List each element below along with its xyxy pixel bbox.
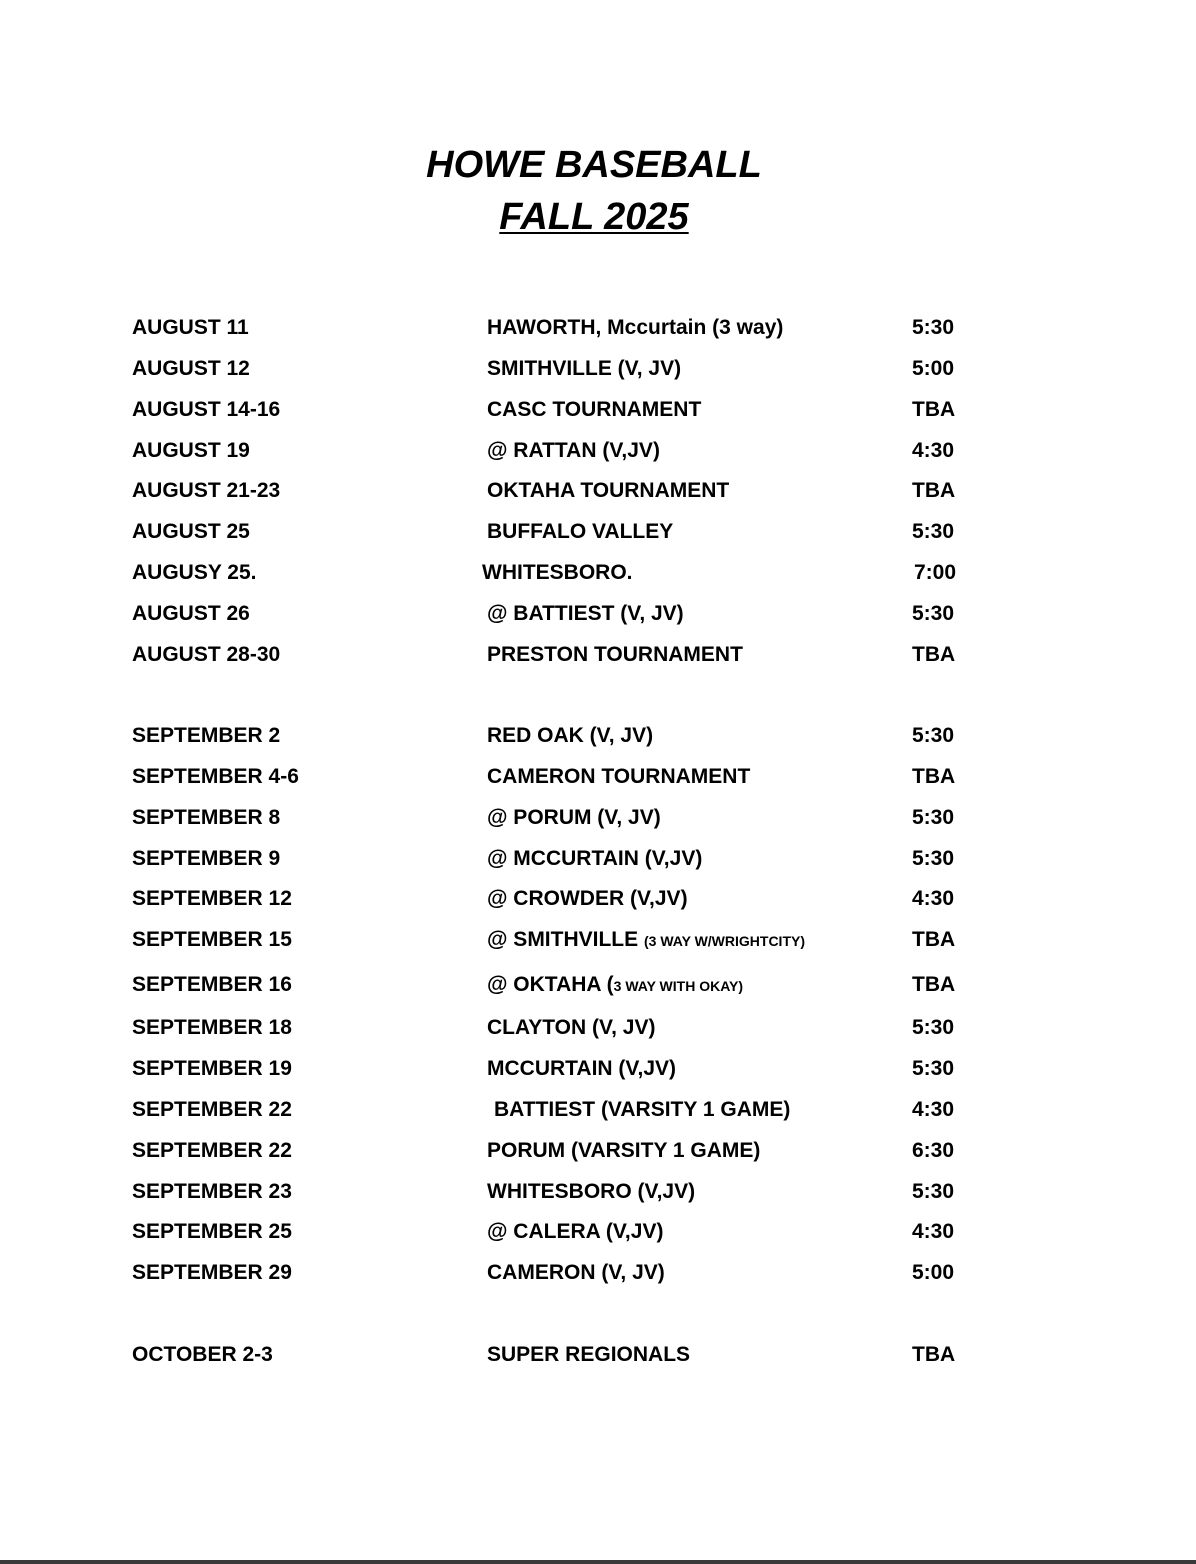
schedule-row [0,1095,1196,1125]
game-date: SEPTEMBER 16 [132,973,292,996]
game-time: TBA [912,973,956,996]
schedule-row [0,1177,1196,1207]
game-note: 3 WAY WITH OKAY) [613,978,744,994]
game-opponent: @ MCCURTAIN (V,JV) [487,847,703,870]
game-opponent: CASC TOURNAMENT [487,398,702,421]
game-time: 5:30 [912,520,955,543]
game-opponent: CAMERON TOURNAMENT [487,765,751,788]
page-bottom-border [0,1560,1196,1564]
game-opponent [487,925,805,956]
game-time: 5:30 [912,602,955,625]
schedule-row [0,803,1196,833]
game-opponent: CLAYTON (V, JV) [487,1016,656,1039]
schedule-row [0,599,1196,629]
game-opponent: @ CALERA (V,JV) [487,1220,664,1243]
game-time: 4:30 [912,439,955,462]
schedule-row [0,395,1196,425]
game-opponent: BATTIEST (VARSITY 1 GAME) [494,1098,791,1121]
game-time: TBA [912,479,956,502]
game-date: SEPTEMBER 23 [132,1180,292,1203]
game-time: 6:30 [912,1139,955,1162]
game-note: (3 WAY W/WRIGHTCITY) [644,933,805,949]
game-opponent: PORUM (VARSITY 1 GAME) [487,1139,761,1162]
schedule-row [0,640,1196,670]
game-time: 4:30 [912,1098,955,1121]
game-opponent: WHITESBORO. [482,561,633,584]
game-date: AUGUST 26 [132,602,250,625]
game-date: AUGUST 21-23 [132,479,281,502]
game-opponent: RED OAK (V, JV) [487,724,654,747]
game-opponent-name: @ SMITHVILLE [487,928,639,951]
schedule-row [0,313,1196,343]
game-opponent-name: @ OKTAHA ( [487,973,614,996]
game-time: 5:00 [912,1261,955,1284]
game-time: 7:00 [914,561,957,584]
game-date: SEPTEMBER 22 [132,1098,292,1121]
game-date: SEPTEMBER 2 [132,724,281,747]
game-opponent: HAWORTH, Mccurtain (3 way) [487,316,784,339]
page-subtitle: FALL 2025 [499,196,689,238]
schedule-row [0,558,1196,588]
schedule-row [0,721,1196,751]
game-time: TBA [912,1343,956,1366]
game-opponent [487,970,743,1001]
schedule-row [0,970,1196,1000]
game-time: 5:30 [912,1057,955,1080]
schedule-row [0,1054,1196,1084]
game-time: 5:30 [912,1016,955,1039]
game-opponent: SMITHVILLE (V, JV) [487,357,682,380]
game-opponent: @ BATTIEST (V, JV) [487,602,684,625]
schedule-row [0,884,1196,914]
schedule-row [0,1340,1196,1370]
game-date: AUGUST 11 [132,316,249,339]
game-date: SEPTEMBER 25 [132,1220,292,1243]
game-date: SEPTEMBER 15 [132,928,292,951]
game-opponent: OKTAHA TOURNAMENT [487,479,730,502]
game-opponent: BUFFALO VALLEY [487,520,674,543]
game-time: 5:30 [912,1180,955,1203]
game-date: AUGUST 12 [132,357,250,380]
game-date: SEPTEMBER 19 [132,1057,292,1080]
game-date: SEPTEMBER 22 [132,1139,292,1162]
schedule-row [0,1217,1196,1247]
game-date: SEPTEMBER 8 [132,806,281,829]
game-date: SEPTEMBER 4-6 [132,765,299,788]
game-date: AUGUST 28-30 [132,643,281,666]
game-date: AUGUST 25 [132,520,250,543]
game-date: OCTOBER 2-3 [132,1343,273,1366]
schedule-row [0,436,1196,466]
schedule-row [0,844,1196,874]
game-opponent: MCCURTAIN (V,JV) [487,1057,677,1080]
game-date: AUGUST 14-16 [132,398,281,421]
schedule-row [0,1013,1196,1043]
schedule-row [0,354,1196,384]
schedule-row [0,1258,1196,1288]
game-time: 4:30 [912,1220,955,1243]
schedule-row [0,1136,1196,1166]
game-opponent: WHITESBORO (V,JV) [487,1180,696,1203]
game-date: SEPTEMBER 12 [132,887,292,910]
game-date: SEPTEMBER 18 [132,1016,292,1039]
game-time: TBA [912,398,956,421]
game-opponent: @ PORUM (V, JV) [487,806,661,829]
game-time: 5:30 [912,806,955,829]
schedule-row [0,517,1196,547]
game-time: TBA [912,643,956,666]
page-title: HOWE BASEBALL [426,144,762,186]
game-time: 5:30 [912,316,955,339]
game-date: AUGUSY 25. [132,561,257,584]
schedule-row [0,762,1196,792]
game-opponent: PRESTON TOURNAMENT [487,643,743,666]
schedule-row [0,925,1196,955]
game-time: 5:30 [912,847,955,870]
game-date: AUGUST 19 [132,439,250,462]
game-opponent: SUPER REGIONALS [487,1343,691,1366]
game-time: TBA [912,928,956,951]
game-opponent: @ RATTAN (V,JV) [487,439,660,462]
game-time: 5:30 [912,724,955,747]
game-time: 4:30 [912,887,955,910]
game-opponent: CAMERON (V, JV) [487,1261,665,1284]
game-date: SEPTEMBER 9 [132,847,281,870]
game-time: TBA [912,765,956,788]
game-date: SEPTEMBER 29 [132,1261,292,1284]
schedule-row [0,476,1196,506]
game-opponent: @ CROWDER (V,JV) [487,887,688,910]
game-time: 5:00 [912,357,955,380]
